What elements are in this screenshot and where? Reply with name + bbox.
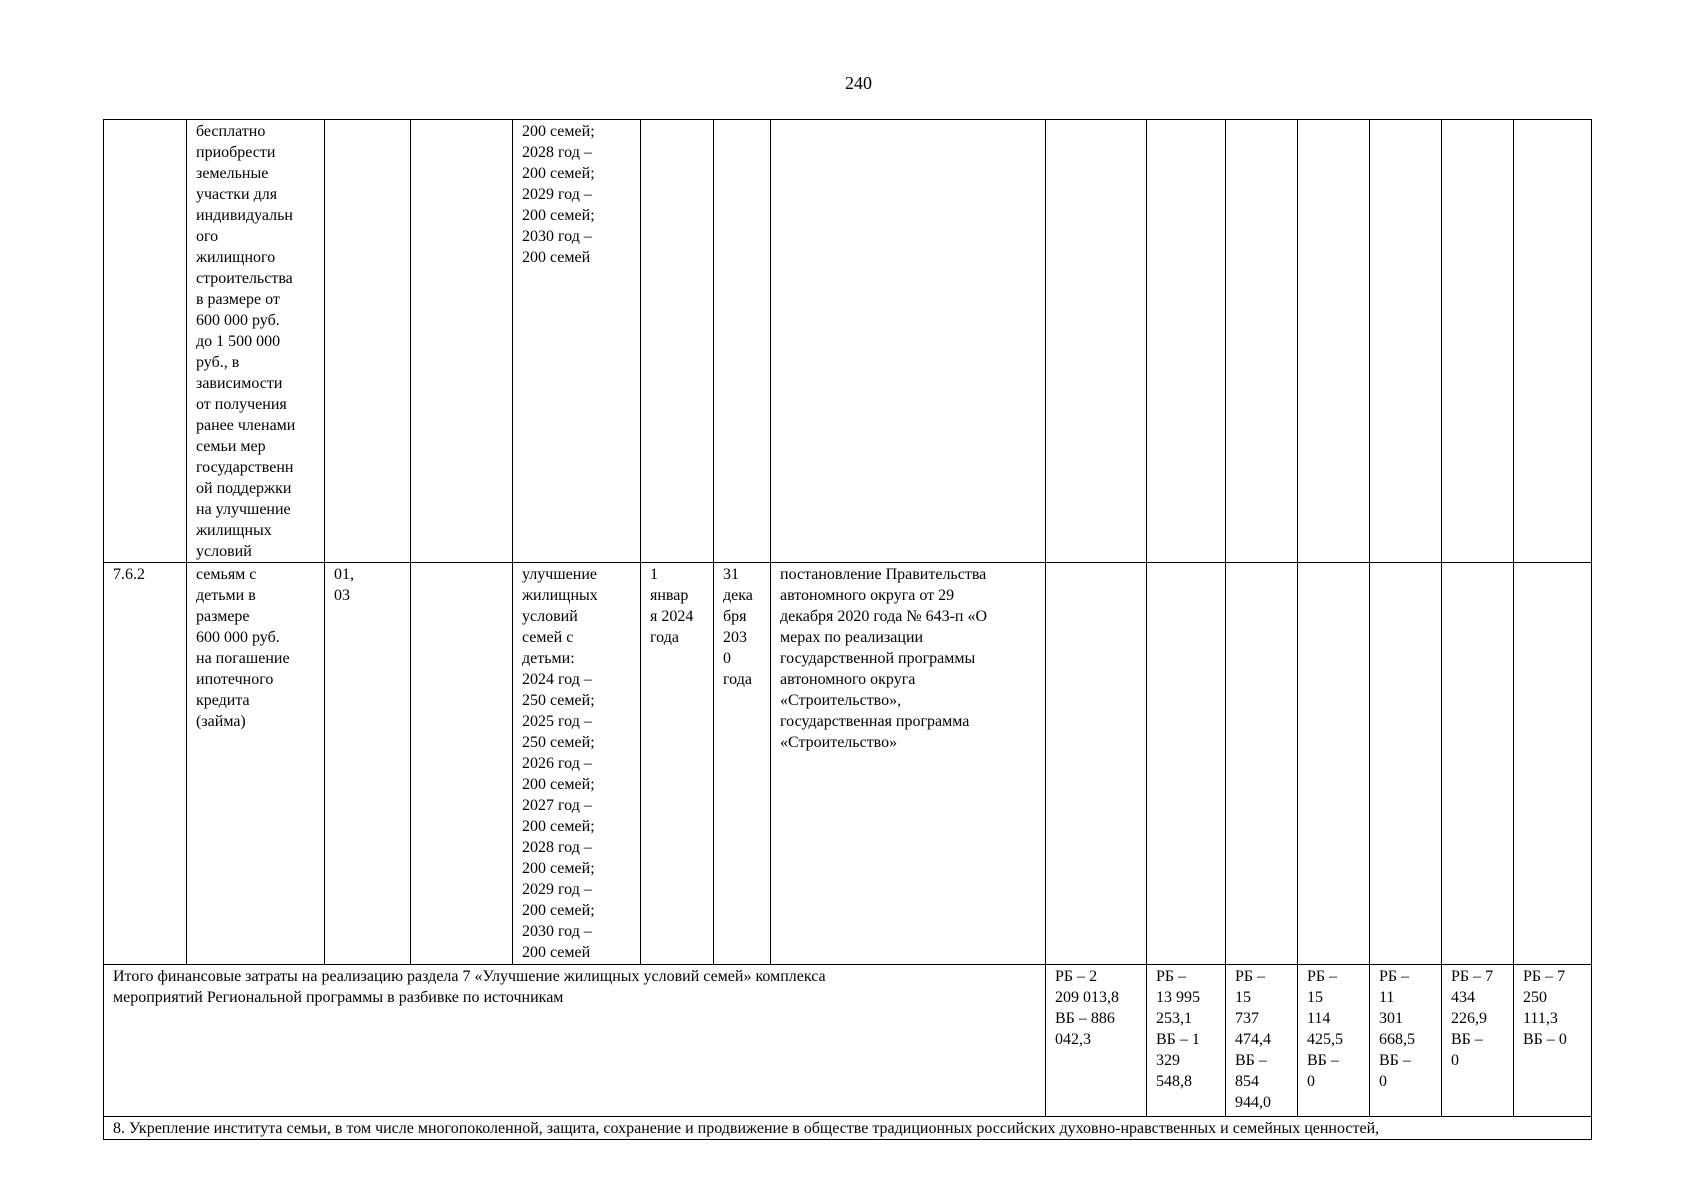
cell-finance — [1370, 563, 1442, 965]
cell-finance — [1147, 120, 1226, 563]
cell-finance — [1226, 120, 1298, 563]
cell-finance — [1514, 563, 1592, 965]
page-number: 240 — [845, 73, 872, 93]
cell-start-date — [641, 120, 714, 563]
total-value: РБ – 13 995 253,1 ВБ – 1 329 548,8 — [1147, 965, 1226, 1117]
cell-start-date: 1 январ я 2024 года — [641, 563, 714, 965]
cell-result: 200 семей; 2028 год – 200 семей; 2029 год – 200 семей; 2030 год – 200 семей — [513, 120, 641, 563]
cell-number: 7.6.2 — [104, 563, 187, 965]
total-value: РБ – 15 737 474,4 ВБ – 854 944,0 — [1226, 965, 1298, 1117]
section-heading: 8. Укрепление института семьи, в том числе многопоколенной, защита, сохранение и продвижение в обществе традиционных российских духовно-нравственных и семейных ценностей, — [104, 1117, 1592, 1140]
cell-end-date: 31 дека бря 203 0 года — [714, 563, 771, 965]
cell-number — [104, 120, 187, 563]
total-row — [104, 965, 1592, 1117]
cell-empty — [411, 120, 513, 563]
cell-finance — [1298, 563, 1370, 965]
cell-measure: семьям с детьми в размере 600 000 руб. на погашение ипотечного кредита (займа) — [187, 563, 325, 965]
table-row — [104, 563, 1592, 965]
cell-finance — [1370, 120, 1442, 563]
total-value: РБ – 7 434 226,9 ВБ – 0 — [1442, 965, 1514, 1117]
cell-finance — [1147, 563, 1226, 965]
cell-finance — [1226, 563, 1298, 965]
cell-basis: постановление Правительства автономного округа от 29 декабря 2020 года № 643-п «О мерах по реализации государственной программы автономного округа «Строительство», государственная программа «Строительство» — [771, 563, 1046, 965]
cell-finance — [1442, 120, 1514, 563]
cell-result: улучшение жилищных условий семей с детьми: 2024 год – 250 семей; 2025 год – 250 семей; 2026 год – 200 семей; 2027 год – 200 семей; 2028 год – 200 семей; 2029 год – 200 семей; 2030 год – 200 семей — [513, 563, 641, 965]
cell-measure: бесплатно приобрести земельные участки для индивидуальн ого жилищного строительства в размере от 600 000 руб. до 1 500 000 руб., в зависимости от получения ранее членами семьи мер государственн ой поддержки на улучшение жилищных условий — [187, 120, 325, 563]
section-row — [104, 1117, 1592, 1140]
cell-finance — [1046, 563, 1147, 965]
cell-empty — [411, 563, 513, 965]
total-value: РБ – 15 114 425,5 ВБ – 0 — [1298, 965, 1370, 1117]
cell-end-date — [714, 120, 771, 563]
cell-finance — [1298, 120, 1370, 563]
total-value: РБ – 2 209 013,8 ВБ – 886 042,3 — [1046, 965, 1147, 1117]
cell-finance — [1514, 120, 1592, 563]
program-table — [103, 119, 1592, 1140]
cell-basis — [771, 120, 1046, 563]
table-row — [104, 120, 1592, 563]
total-value: РБ – 7 250 111,3 ВБ – 0 — [1514, 965, 1592, 1117]
cell-code — [325, 120, 411, 563]
total-value: РБ – 11 301 668,5 ВБ – 0 — [1370, 965, 1442, 1117]
cell-finance — [1046, 120, 1147, 563]
total-label: Итого финансовые затраты на реализацию раздела 7 «Улучшение жилищных условий семей» комплекса мероприятий Региональной программы в разбивке по источникам — [104, 965, 1046, 1117]
cell-finance — [1442, 563, 1514, 965]
cell-code: 01, 03 — [325, 563, 411, 965]
